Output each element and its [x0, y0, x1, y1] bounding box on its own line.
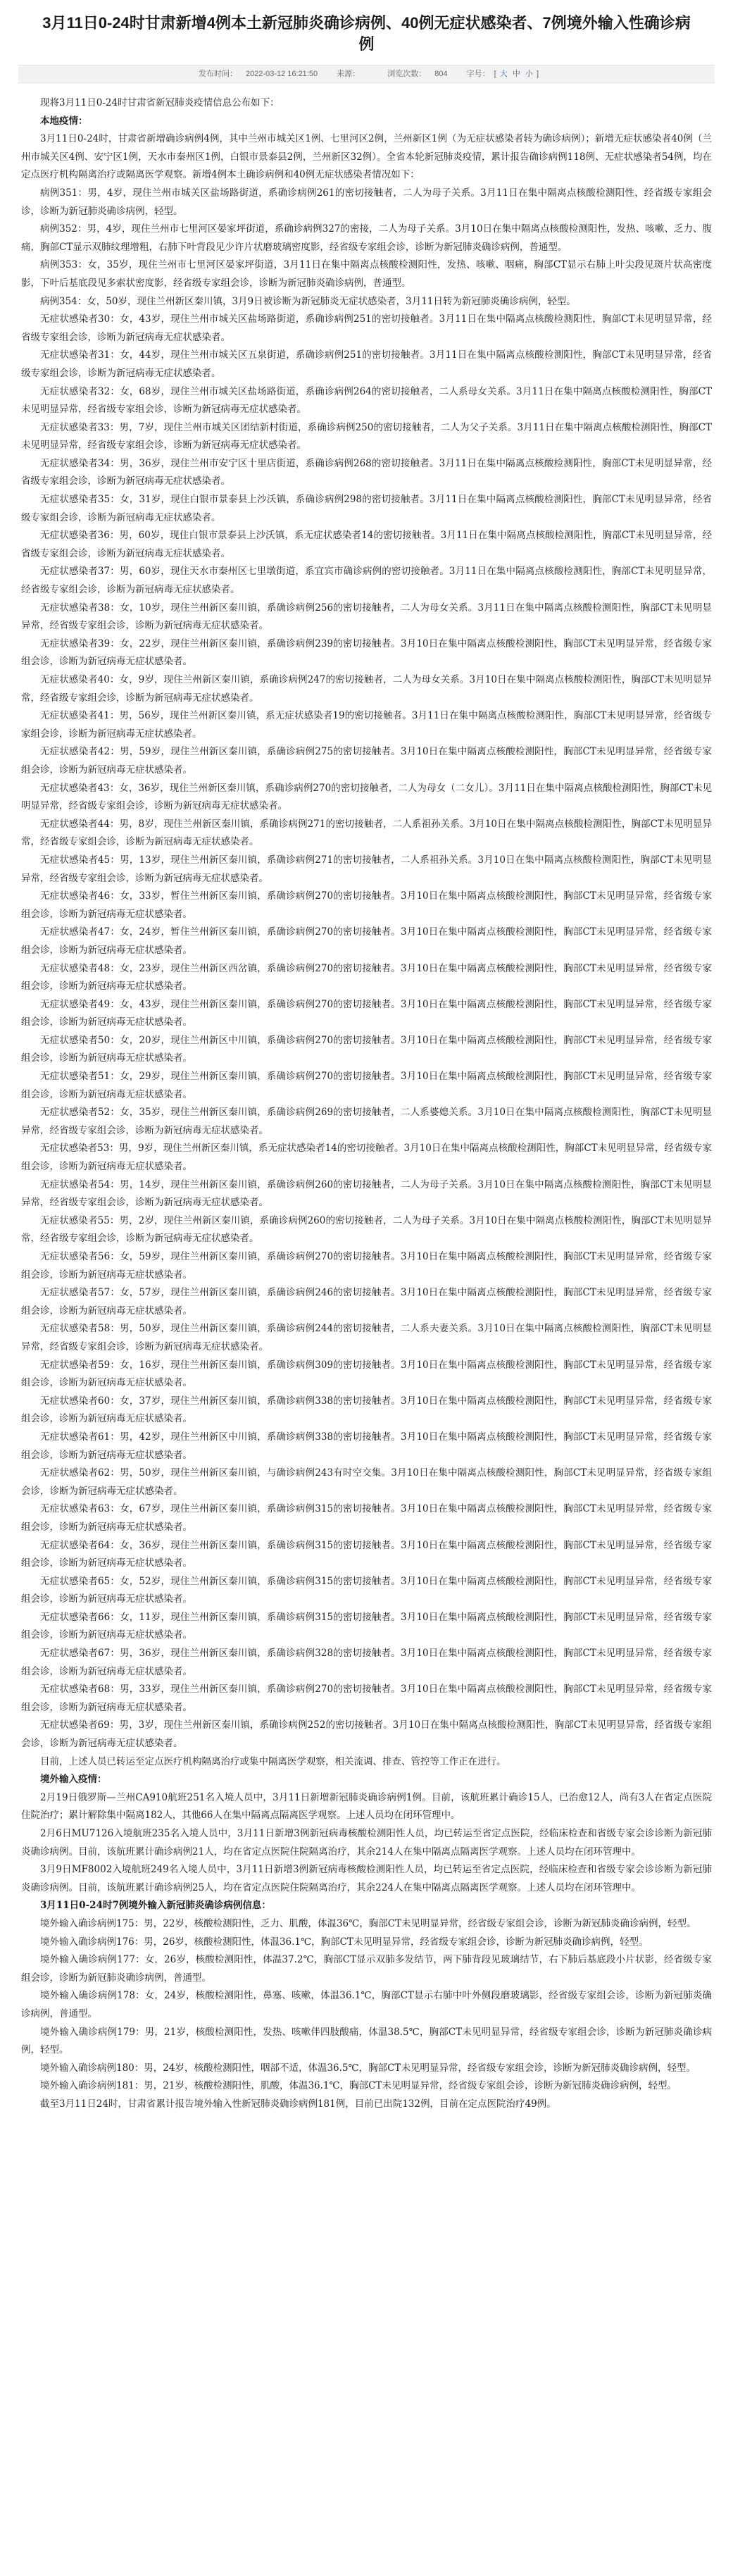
article-paragraph: 无症状感染者39：女，22岁，现住兰州新区秦川镇，系确诊病例239的密切接触者。3月10日在集中隔离点核酸检测阳性，胸部CT未见明显异常，经省级专家组会诊，诊断为新冠病毒无症状感染者。: [21, 637, 712, 668]
article-paragraph: 无症状感染者30：女，43岁，现住兰州市城关区盐场路街道，系确诊病例251的密切接触者。3月11日在集中隔离点核酸检测阳性，胸部CT未见明显异常，经省级专家组会诊，诊断为新冠病毒无症状感染者。: [21, 313, 712, 343]
article-paragraph: 无症状感染者31：女，44岁，现住兰州市城关区五泉街道，系确诊病例251的密切接触者。3月11日在集中隔离点核酸检测阳性，胸部CT未见明显异常，经省级专家组会诊，诊断为新冠病毒无症状感染者。: [21, 349, 712, 379]
article-paragraph: 境外输入确诊病例175：男，22岁，核酸检测阳性，乏力、肌酸，体温36℃，胸部CT未见明显异常，经省级专家组会诊，诊断为新冠肺炎确诊病例，轻型。: [40, 1917, 696, 1929]
article-paragraph: 无症状感染者34：男，36岁，现住兰州市安宁区十里店街道，系确诊病例268的密切接触者。3月11日在集中隔离点核酸检测阳性，胸部CT未见明显异常，经省级专家组会诊，诊断为新冠病毒无症状感染者。: [21, 457, 712, 487]
font-size-medium-button[interactable]: 中: [512, 70, 520, 78]
article-paragraph: 无症状感染者33：男，7岁，现住兰州市城关区团结新村街道，系确诊病例250的密切接触者，二人为父子关系。3月11日在集中隔离点核酸检测阳性，胸部CT未见明显异常，经省级专家组会诊，诊断为新冠病毒无症状感染者。: [21, 421, 712, 452]
article-title: 3月11日0-24时甘肃新增4例本土新冠肺炎确诊病例、40例无症状感染者、7例境外输入性确诊病例: [42, 14, 691, 53]
article-paragraph: 无症状感染者35：女，31岁，现住白银市景泰县上沙沃镇，系确诊病例298的密切接触者。3月11日在集中隔离点核酸检测阳性，胸部CT未见明显异常，经省级专家组会诊，诊断为新冠病毒无症状感染者。: [21, 494, 712, 523]
article-paragraph: 境外输入确诊病例176：男，26岁，核酸检测阳性，体温36.1℃，胸部CT未见明显异常，经省级专家组会诊，诊断为新冠肺炎确诊病例，轻型。: [40, 1936, 649, 1948]
view-count-value: 804: [434, 70, 448, 78]
source-label: 来源：: [337, 70, 361, 78]
article-paragraph: 境外输入确诊病例181：男，21岁，核酸检测阳性，肌酸，体温36.1℃，胸部CT未见明显异常，经省级专家组会诊，诊断为新冠肺炎确诊病例，轻型。: [40, 2080, 677, 2092]
article-paragraph: 无症状感染者40：女，9岁，现住兰州新区秦川镇，系确诊病例247的密切接触者，二人为母女关系。3月10日在集中隔离点核酸检测阳性，胸部CT未见明显异常，经省级专家组会诊，诊断为新冠病毒无症状感染者。: [21, 674, 712, 704]
article-paragraph: 无症状感染者43：女，36岁，现住兰州新区秦川镇，系确诊病例270的密切接触者，二人为母女（二女儿）。3月11日在集中隔离点核酸检测阳性，胸部CT未见明显异常，经省级专家组会诊，诊断为新冠病毒无症状感染者。: [21, 782, 712, 812]
article-paragraph: 无症状感染者63：女，67岁，现住兰州新区秦川镇，系确诊病例315的密切接触者。3月10日在集中隔离点核酸检测阳性，胸部CT未见明显异常，经省级专家组会诊，诊断为新冠病毒无症状感染者。: [21, 1503, 712, 1533]
publish-time-value: 2022-03-12 16:21:50: [245, 70, 318, 78]
article-paragraph: 无症状感染者53：男，9岁，现住兰州新区秦川镇，系无症状感染者14的密切接触者。3月10日在集中隔离点核酸检测阳性，胸部CT未见明显异常，经省级专家组会诊，诊断为新冠病毒无症状感染者。: [21, 1143, 712, 1173]
section-heading: 境外输入疫情：: [40, 1774, 107, 1786]
article-paragraph: 境外输入确诊病例179：男，21岁，核酸检测阳性，发热、咳嗽伴四肢酸痛，体温38.5℃，胸部CT未见明显异常，经省级专家组会诊，诊断为新冠肺炎确诊病例，轻型。: [21, 2026, 712, 2056]
article-paragraph: 无症状感染者60：女，37岁，现住兰州新区秦川镇，系确诊病例338的密切接触者。3月10日在集中隔离点核酸检测阳性，胸部CT未见明显异常，经省级专家组会诊，诊断为新冠病毒无症状感染者。: [21, 1395, 712, 1425]
article-paragraph: 病例354：女，50岁，现住兰州新区秦川镇，3月9日被诊断为新冠肺炎无症状感染者，3月11日转为新冠肺炎确诊病例，轻型。: [40, 295, 576, 307]
font-size-large-button[interactable]: 大: [499, 70, 508, 78]
article-paragraph: 无症状感染者69：男，3岁，现住兰州新区秦川镇，系确诊病例252的密切接触者。3月10日在集中隔离点核酸检测阳性，胸部CT未见明显异常，经省级专家组会诊，诊断为新冠病毒无症状感染者。: [21, 1719, 712, 1750]
article-paragraph: 无症状感染者45：男，13岁，现住兰州新区秦川镇，系确诊病例271的密切接触者，二人系祖孙关系。3月10日在集中隔离点核酸检测阳性，胸部CT未见明显异常，经省级专家组会诊，诊断为新冠病毒无症状感染者。: [21, 854, 712, 884]
article-paragraph: 无症状感染者46：女，33岁，暂住兰州新区秦川镇，系确诊病例270的密切接触者。3月10日在集中隔离点核酸检测阳性，胸部CT未见明显异常，经省级专家组会诊，诊断为新冠病毒无症状感染者。: [21, 890, 712, 920]
article-paragraph: 病例353：女，35岁，现住兰州市七里河区晏家坪街道，3月11日在集中隔离点核酸检测阳性，发热、咳嗽、咽痛，胸部CT显示右肺上叶尖段见斑片状高密度影，下叶后基底段见多索状密度影，经省级专家组会诊，诊断为新冠肺炎确诊病例，普通型。: [21, 259, 712, 289]
article-paragraph: 2月6日MU7126入境航班235名入境人员中，3月11日新增3例新冠病毒核酸检测阳性人员，均已转运至省定点医院，经临床检查和省级专家会诊诊断为新冠肺炎确诊病例。目前，该航班累计确诊病例21人，均在省定点医院住院隔离治疗，其余214人在集中隔离点隔离医学观察。上述人员均在闭环管理中。: [21, 1828, 712, 1858]
article-paragraph: 无症状感染者57：女，57岁，现住兰州新区秦川镇，系确诊病例246的密切接触者。3月10日在集中隔离点核酸检测阳性，胸部CT未见明显异常，经省级专家组会诊，诊断为新冠病毒无症状感染者。: [21, 1287, 712, 1317]
article-paragraph: 无症状感染者62：男，50岁，现住兰州新区秦川镇，与确诊病例243有时空交集。3月10日在集中隔离点核酸检测阳性，胸部CT未见明显异常，经省级专家组会诊，诊断为新冠病毒无症状感染者。: [21, 1467, 712, 1497]
article-paragraph: 无症状感染者48：女，23岁，现住兰州新区西岔镇，系确诊病例270的密切接触者。3月10日在集中隔离点核酸检测阳性，胸部CT未见明显异常，经省级专家组会诊，诊断为新冠病毒无症状感染者。: [21, 962, 712, 993]
article-paragraph: 无症状感染者50：女，20岁，现住兰州新区中川镇，系确诊病例270的密切接触者。3月10日在集中隔离点核酸检测阳性，胸部CT未见明显异常，经省级专家组会诊，诊断为新冠病毒无症状感染者。: [21, 1034, 712, 1064]
article-meta-bar: [18, 65, 715, 83]
font-size-control: 字号： [ 大 中 小 ]: [466, 70, 539, 78]
article-paragraph: 病例352：男，4岁，现住兰州市七里河区晏家坪街道，系确诊病例327的密接，二人为母子关系。3月10日在集中隔离点核酸检测阳性，发热、咳嗽、乏力、腹痛，胸部CT显示双肺纹理增粗，右肺下叶背段见少许片状磨玻璃密度影，经省级专家组会诊，诊断为新冠肺炎确诊病例，普通型。: [21, 223, 712, 253]
article-paragraph: 病例351：男，4岁，现住兰州市城关区盐场路街道，系确诊病例261的密切接触者，二人为母子关系。3月11日在集中隔离点核酸检测阳性，经省级专家组会诊，诊断为新冠肺炎确诊病例，轻型。: [21, 187, 712, 217]
source: [332, 70, 372, 78]
article-paragraph: 无症状感染者65：女，52岁，现住兰州新区秦川镇，系确诊病例315的密切接触者。3月10日在集中隔离点核酸检测阳性，胸部CT未见明显异常，经省级专家组会诊，诊断为新冠病毒无症状感染者。: [21, 1575, 712, 1605]
article-paragraph: 无症状感染者59：女，16岁，现住兰州新区秦川镇，系确诊病例309的密切接触者。3月10日在集中隔离点核酸检测阳性，胸部CT未见明显异常，经省级专家组会诊，诊断为新冠病毒无症状感染者。: [21, 1359, 712, 1389]
article-paragraph: 3月11日0-24时，甘肃省新增确诊病例4例，其中兰州市城关区1例、七里河区2例，兰州新区1例（为无症状感染者转为确诊病例）；新增无症状感染者40例（兰州市城关区4例、安宁区1例，天水市秦州区1例，白银市景泰县2例，兰州新区32例）。全省本轮新冠肺炎疫情，累计报告确诊病例118例、无症状感染者54例，均在定点医疗机构隔离治疗或隔离医学观察。新增4例本土确诊病例和40例无症状感染者情况如下：: [21, 133, 712, 181]
article-paragraph: 无症状感染者58：男，50岁，现住兰州新区秦川镇，系确诊病例244的密切接触者，二人系夫妻关系。3月10日在集中隔离点核酸检测阳性，胸部CT未见明显异常，经省级专家组会诊，诊断为新冠病毒无症状感染者。: [21, 1323, 712, 1352]
article-paragraph: 无症状感染者52：女，35岁，现住兰州新区秦川镇，系确诊病例269的密切接触者，二人系婆媳关系。3月10日在集中隔离点核酸检测阳性，胸部CT未见明显异常，经省级专家组会诊，诊断为新冠病毒无症状感染者。: [21, 1107, 712, 1136]
article-paragraph: 无症状感染者66：女，11岁，现住兰州新区秦川镇，系确诊病例315的密切接触者。3月10日在集中隔离点核酸检测阳性，胸部CT未见明显异常，经省级专家组会诊，诊断为新冠病毒无症状感染者。: [21, 1611, 712, 1641]
font-size-label: 字号：: [466, 70, 490, 78]
article-paragraph: 现将3月11日0-24时甘肃省新冠肺炎疫情信息公布如下：: [40, 97, 280, 108]
publish-time-label: 发布时间：: [198, 70, 237, 78]
article-paragraph: 境外输入确诊病例177：女，26岁，核酸检测阳性，体温37.2℃，胸部CT显示双肺多发结节，两下肺背段见玻璃结节，右下肺后基底段小片状影，经省级专家组会诊，诊断为新冠肺炎确诊病例，普通型。: [21, 1954, 712, 1984]
article-paragraph: 2月19日俄罗斯—兰州CA910航班251名入境人员中，3月11日新增新冠肺炎确诊病例1例。目前，该航班累计确诊15人，已治愈12人，尚有3人在省定点医院住院治疗；累计解除集中隔离182人，其他66人在集中隔离点隔离医学观察。上述人员均在闭环管理中。: [21, 1791, 712, 1822]
article-paragraph: 无症状感染者44：男，8岁，现住兰州新区秦川镇，系确诊病例271的密切接触者，二人系祖孙关系。3月10日在集中隔离点核酸检测阳性，胸部CT未见明显异常，经省级专家组会诊，诊断为新冠病毒无症状感染者。: [21, 818, 712, 848]
article-paragraph: 无症状感染者55：男，2岁，现住兰州新区秦川镇，系确诊病例260的密切接触者，二人为母子关系。3月10日在集中隔离点核酸检测阳性，胸部CT未见明显异常，经省级专家组会诊，诊断为新冠病毒无症状感染者。: [21, 1214, 712, 1245]
view-count: [383, 70, 451, 78]
font-size-small-button[interactable]: 小: [525, 70, 533, 78]
article-paragraph: 无症状感染者42：男，59岁，现住兰州新区秦川镇，系确诊病例275的密切接触者。3月10日在集中隔离点核酸检测阳性，胸部CT未见明显异常，经省级专家组会诊，诊断为新冠病毒无症状感染者。: [21, 746, 712, 776]
article-paragraph: 无症状感染者41：男，56岁，现住兰州新区秦川镇，系无症状感染者19的密切接触者。3月11日在集中隔离点核酸检测阳性，胸部CT未见明显异常，经省级专家组会诊，诊断为新冠病毒无症状感染者。: [21, 710, 712, 740]
article-paragraph: 无症状感染者67：男，36岁，现住兰州新区秦川镇，系确诊病例328的密切接触者。3月10日在集中隔离点核酸检测阳性，胸部CT未见明显异常，经省级专家组会诊，诊断为新冠病毒无症状感染者。: [21, 1648, 712, 1677]
article-paragraph: 无症状感染者37：男，60岁，现住天水市秦州区七里墩街道，系宜宾市确诊病例的密切接触者。3月11日在集中隔离点核酸检测阳性，胸部CT未见明显异常，经省级专家组会诊，诊断为新冠病毒无症状感染者。: [21, 566, 712, 596]
article-paragraph: 无症状感染者61：男，42岁，现住兰州新区中川镇，系确诊病例338的密切接触者。3月10日在集中隔离点核酸检测阳性，胸部CT未见明显异常，经省级专家组会诊，诊断为新冠病毒无症状感染者。: [21, 1431, 712, 1461]
publish-time: [194, 70, 322, 78]
article-paragraph: 无症状感染者68：男，33岁，现住兰州新区秦川镇，系确诊病例270的密切接触者。3月10日在集中隔离点核酸检测阳性，胸部CT未见明显异常，经省级专家组会诊，诊断为新冠病毒无症状感染者。: [21, 1684, 712, 1713]
article-paragraph: 无症状感染者32：女，68岁，现住兰州市城关区盐场路街道，系确诊病例264的密切接触者，二人系母女关系。3月11日在集中隔离点核酸检测阳性，胸部CT未见明显异常，经省级专家组会诊，诊断为新冠病毒无症状感染者。: [21, 385, 712, 416]
section-heading: 本地疫情：: [40, 115, 88, 127]
article-paragraph: 3月9日MF8002入境航班249名入境人员中，3月11日新增3例新冠病毒核酸检测阳性人员，均已转运至省定点医院，经临床检查和省级专家会诊诊断为新冠肺炎确诊病例。目前，该航班累计确诊病例25人，均在省定点医院住院隔离治疗，其余224人在集中隔离点隔离医学观察。上述人员均在闭环管理中。: [21, 1864, 712, 1893]
article-paragraph: 无症状感染者54：男，14岁，现住兰州新区秦川镇，系确诊病例260的密切接触者，二人为母子关系。3月10日在集中隔离点核酸检测阳性，胸部CT未见明显异常，经省级专家组会诊，诊断为新冠病毒无症状感染者。: [21, 1178, 712, 1209]
article-paragraph: 无症状感染者49：女，43岁，现住兰州新区秦川镇，系确诊病例270的密切接触者。3月10日在集中隔离点核酸检测阳性，胸部CT未见明显异常，经省级专家组会诊，诊断为新冠病毒无症状感染者。: [21, 998, 712, 1028]
article-paragraph: 无症状感染者51：女，29岁，现住兰州新区秦川镇，系确诊病例270的密切接触者。3月10日在集中隔离点核酸检测阳性，胸部CT未见明显异常，经省级专家组会诊，诊断为新冠病毒无症状感染者。: [21, 1071, 712, 1100]
article-paragraph: 境外输入确诊病例178：女，24岁，核酸检测阳性，鼻塞、咳嗽，体温36.1℃，胸部CT显示右肺中叶外侧段磨玻璃影，经省级专家组会诊，诊断为新冠肺炎确诊病例，普通型。: [21, 1990, 712, 2020]
article-paragraph: 无症状感染者64：女，36岁，现住兰州新区秦川镇，系确诊病例315的密切接触者。3月10日在集中隔离点核酸检测阳性，胸部CT未见明显异常，经省级专家组会诊，诊断为新冠病毒无症状感染者。: [21, 1539, 712, 1569]
article-paragraph: 无症状感染者47：女，24岁，暂住兰州新区秦川镇，系确诊病例270的密切接触者。3月10日在集中隔离点核酸检测阳性，胸部CT未见明显异常，经省级专家组会诊，诊断为新冠病毒无症状感染者。: [21, 926, 712, 956]
article-paragraph: 无症状感染者36：男，60岁，现住白银市景泰县上沙沃镇，系无症状感染者14的密切接触者。3月11日在集中隔离点核酸检测阳性，胸部CT未见明显异常，经省级专家组会诊，诊断为新冠病毒无症状感染者。: [21, 530, 712, 559]
view-count-label: 浏览次数：: [387, 70, 427, 78]
article-paragraph: 目前，上述人员已转运至定点医疗机构隔离治疗或集中隔离医学观察，相关流调、排查、管控等工作正在进行。: [40, 1755, 506, 1767]
section-heading: 3月11日0-24时7例境外输入新冠肺炎确诊病例信息：: [40, 1900, 271, 1912]
article-paragraph: 无症状感染者38：女，10岁，现住兰州新区秦川镇，系确诊病例256的密切接触者，二人为母女关系。3月11日在集中隔离点核酸检测阳性，胸部CT未见明显异常，经省级专家组会诊，诊断为新冠病毒无症状感染者。: [21, 602, 712, 632]
article-paragraph: 截至3月11日24时，甘肃省累计报告境外输入性新冠肺炎确诊病例181例，目前已出院132例，目前在定点医院治疗49例。: [40, 2098, 556, 2110]
article-paragraph: 境外输入确诊病例180：男，24岁，核酸检测阳性，咽部不适，体温36.5℃，胸部CT未见明显异常，经省级专家组会诊，诊断为新冠肺炎确诊病例，轻型。: [40, 2062, 696, 2074]
article-paragraph: 无症状感染者56：女，59岁，现住兰州新区秦川镇，系确诊病例270的密切接触者。3月10日在集中隔离点核酸检测阳性，胸部CT未见明显异常，经省级专家组会诊，诊断为新冠病毒无症状感染者。: [21, 1251, 712, 1281]
article-body: [14, 94, 719, 2114]
